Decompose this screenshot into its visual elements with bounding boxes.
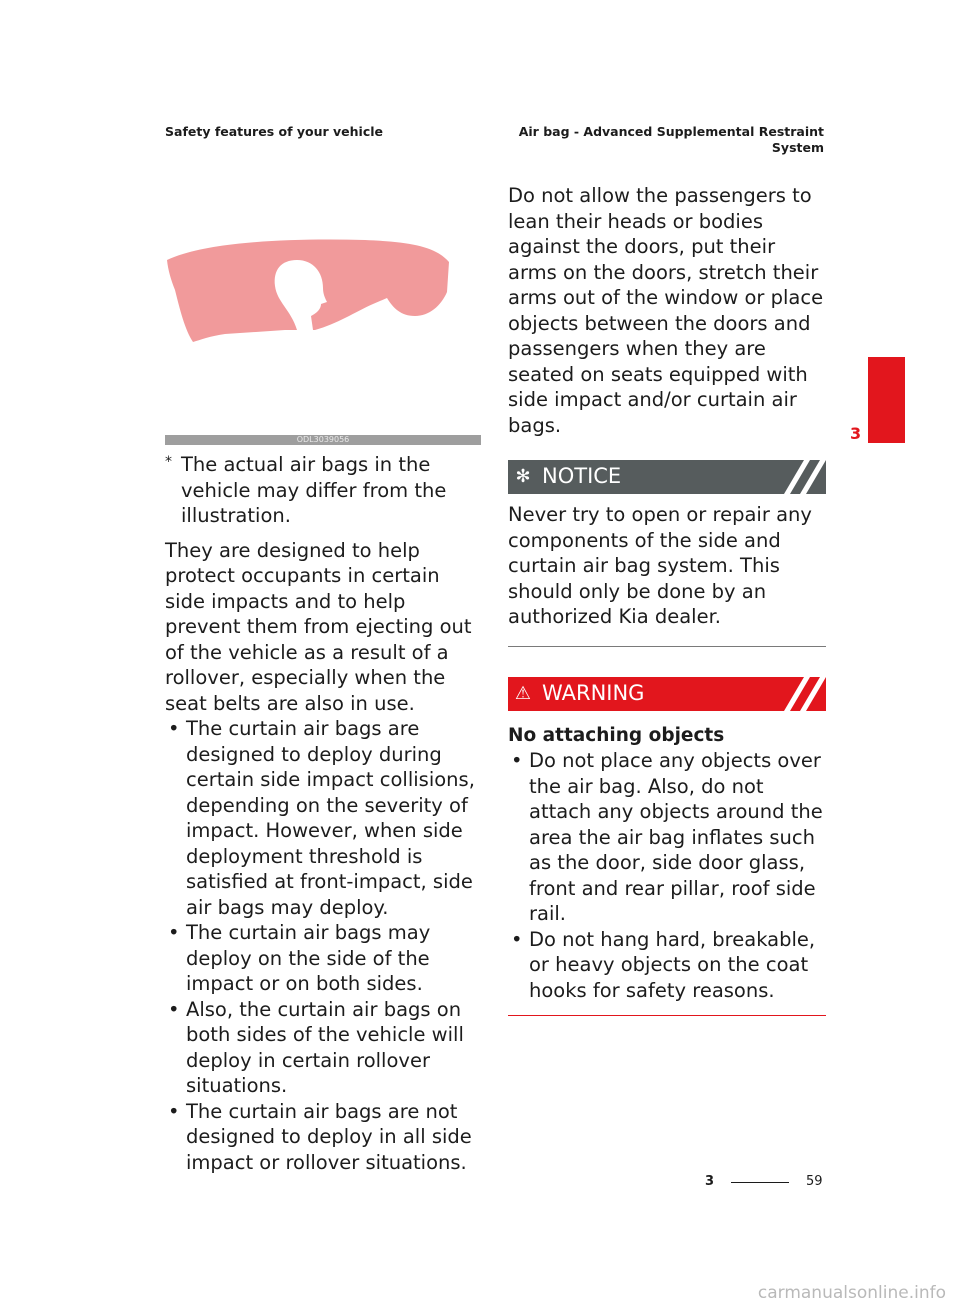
warning-title: No attaching objects: [508, 724, 725, 746]
banner-slashes-icon: [774, 677, 826, 711]
chapter-tab: [868, 357, 905, 443]
passenger-caution-paragraph: Do not allow the passengers to lean their heads or bodies against the doors, put their arms on the doors, stretch their arms out of the window or place objects between the doors and passengers when they are seated on seats equipped with side impact and/or curtain air bags.: [508, 184, 824, 437]
bullet-dot-icon: •: [168, 921, 180, 944]
left-column: [165, 452, 483, 1175]
deployment-bullets: [165, 716, 483, 1175]
divider: [508, 1015, 826, 1016]
list-item: [165, 997, 483, 1099]
notice-text: Never try to open or repair any components of the side and curtain air bag system. This should only be done by an authorized Kia dealer.: [508, 503, 812, 628]
watermark: carmanualsonline.info: [757, 1283, 946, 1303]
note-text: The actual air bags in the vehicle may differ from the illustration.: [181, 453, 447, 527]
footer-divider: [731, 1182, 789, 1183]
bullet-text: Also, the curtain air bags on both sides of the vehicle will deploy in certain rollover situations.: [186, 997, 464, 1097]
warning-bullets: [508, 748, 826, 1003]
list-item: [165, 920, 483, 997]
note-asterisk: *: [165, 454, 172, 470]
bullet-text: The curtain air bags are designed to deploy during certain side impact collisions, depending on the severity of impact. However, when side deployment threshold is satisfied at front-impact, side air bags may deploy.: [186, 717, 475, 919]
bullet-text: The curtain air bags may deploy on the side of the impact or on both sides.: [186, 921, 431, 995]
list-item: [165, 1099, 483, 1176]
right-column: [508, 183, 826, 1016]
running-header-topic-line1: Air bag - Advanced Supplemental Restraint: [518, 124, 824, 139]
warning-label: WARNING: [542, 680, 645, 705]
bullet-dot-icon: •: [168, 717, 180, 740]
running-header-topic: [504, 124, 824, 156]
notice-asterisk-icon: ✻: [515, 466, 531, 488]
bullet-dot-icon: •: [511, 749, 523, 772]
figure-code: ODL3039056: [165, 435, 481, 445]
bullet-dot-icon: •: [511, 927, 523, 951]
footer-page-number: 59: [806, 1174, 823, 1189]
list-item: [165, 716, 483, 920]
notice-banner: [508, 460, 826, 494]
chapter-tab-number: 3: [850, 424, 862, 443]
running-header-section: Safety features of your vehicle: [165, 124, 383, 139]
bullet-text: Do not place any objects over the air bag. Also, do not attach any objects around the area the air bag inflates such as the door, side door glass, front and rear pillar, roof side rail.: [529, 749, 823, 925]
running-header-topic-line2: System: [771, 140, 824, 155]
bullet-text: The curtain air bags are not designed to deploy in all side impact or rollover situations.: [186, 1099, 472, 1174]
notice-label: NOTICE: [542, 464, 622, 489]
banner-slashes-icon: [774, 460, 826, 494]
list-item: [508, 748, 826, 927]
illustration-note: [165, 452, 483, 529]
bullet-text: Do not hang hard, breakable, or heavy objects on the coat hooks for safety reasons.: [529, 927, 816, 1002]
curtain-airbag-illustration: [165, 230, 481, 360]
warning-banner: [508, 677, 826, 711]
list-item: [508, 927, 826, 1004]
warning-triangle-icon: ⚠: [514, 682, 532, 704]
intro-paragraph: They are designed to help protect occupants in certain side impacts and to help prevent them from ejecting out of the vehicle as a result of a rollover, especially when the seat belts are also in use.: [165, 538, 472, 715]
bullet-dot-icon: •: [168, 1099, 180, 1123]
footer-chapter-number: 3: [705, 1174, 715, 1189]
bullet-dot-icon: •: [168, 997, 180, 1021]
